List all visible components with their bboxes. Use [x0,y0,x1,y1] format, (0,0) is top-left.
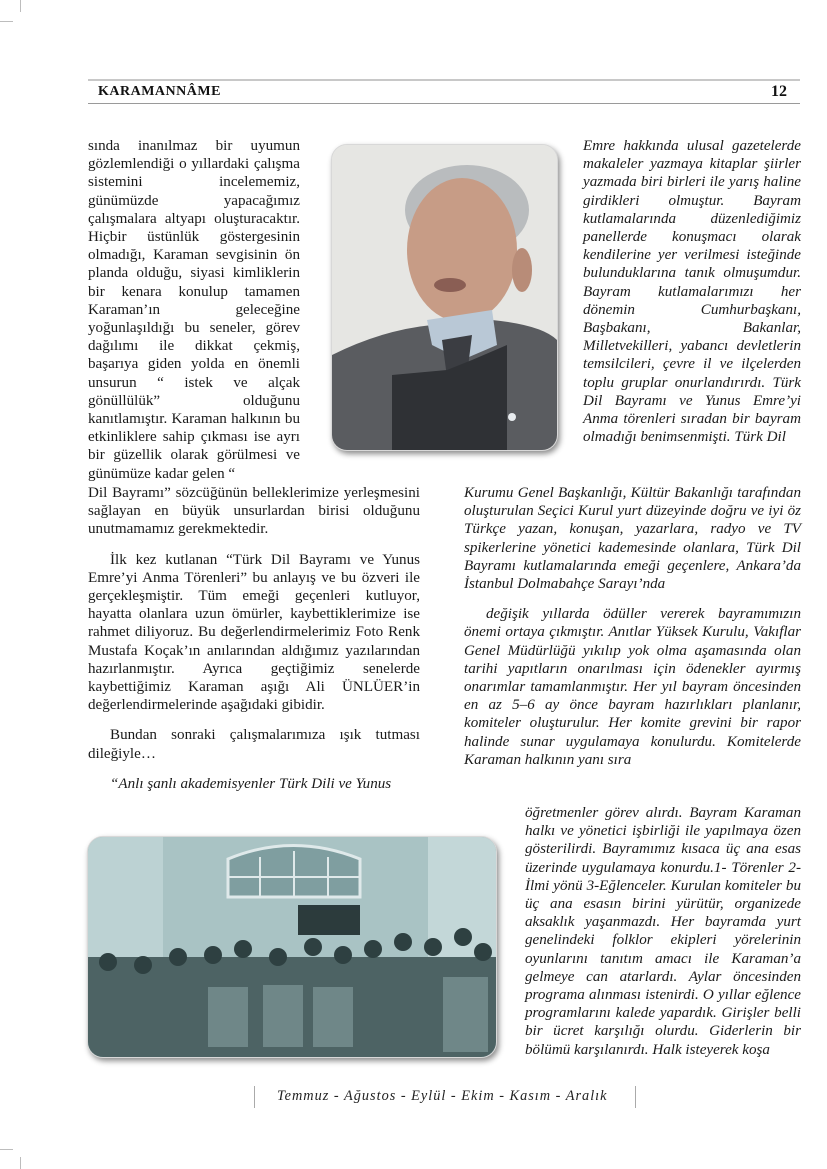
crop-mark [0,1149,13,1150]
right-column-bottom [525,804,801,1059]
portrait-image-icon [332,145,557,450]
body-paragraph: Emre hakkında ulusal gazetelerde makaleler yazmaya kitaplar şiirler yazmada biri birleri ile yarış haline girdikleri olmuştur. Bayram kutlamalarında düzenlediğimiz panellerde konuşmacı olarak kendilerine yer verilmesi isteğinde bulunduklarına tanık olmuşumdur. Bayram kutlamalarımızı her dönemin Cumhurbaşkanı, Başbakanı, Bakanlar, Milletvekilleri, yabancı devletlerin temsilcileri, çevre il ve ilçelerden toplu gruplar onurlandırırdı. Türk Dil Bayramı ve Yunus Emre’yi Anma törenleri sıradan bir bayram olmadığı benimsenmişti. Türk Dil [583,138,801,446]
body-paragraph: değişik yıllarda ödüller vererek bayramımızın önemi ortaya çıkmıştır. Anıtlar Yüksek Kurulu, Vakıflar Genel Müdürlüğü yıkılıp yok olma aşamasında olan tarihi yapıtların onarılması için ödenekler ayırmış onarımlar tamamlanmıştır. Her yıl bayram öncesinden en az 5–6 ay önce bayram hazırlıkları planlanır, komiteler oluşturulur. Her komite grevini bir rapor halinde sunar uygulamaya konulurdu. Komitelerde Karaman halkının yanı sıra [464,606,801,768]
group-photo [87,836,497,1058]
body-paragraph: Dil Bayramı” sözcüğünün belleklerimize yerleşmesini sağlayan en büyük unsurlardan birisi olduğunu unutmamamız gerekmektedir. [88,485,420,538]
footer-months: Temmuz - Ağustos - Eylül - Ekim - Kasım - Aralık [277,1088,608,1104]
header-rule-top [88,79,800,81]
running-title: KARAMANNÂME [98,84,221,99]
portrait-photo [331,144,558,451]
body-paragraph: Bundan sonraki çalışmalarımıza ışık tutması dileğiyle… [88,727,420,762]
crop-mark [0,21,13,22]
crop-mark [20,0,21,12]
header-rule-bottom [88,103,800,104]
body-paragraph: İlk kez kutlanan “Türk Dil Bayramı ve Yunus Emre’yi Anma Törenleri” bu anlayış ve bu özveri ile gerçekleşmiştir. Tüm emeği geçenleri kutluyor, hayatta olanlara uzun ömürler, kaybettiklerimize ise rahmet diliyoruz. Bu değerlendirmelerimiz Foto Renk Mustafa Koçak’ın anılarından aldığımız yazılarından hazırlanmıştır. Ayrıca geçtiğimiz senelerde kaybettiğimiz Karaman aşığı Ali ÜNLÜER’in değerlendirmelerinde aşağıdaki gibidir. [88,551,420,714]
right-column-middle [464,484,801,769]
body-paragraph: Kurumu Genel Başkanlığı, Kültür Bakanlığı tarafından oluşturulan Seçici Kurul yurt düzeyinde doğru ve iyi öz Türkçe yazan, konuşan, yazarlara, radyo ve TV spikerlerine yönetici kademesinde olanlara, Türk Dil Bayramı kutlamalarında emeği geçenlere, Ankara’da İstanbul Dolmabahçe Sarayı’nda [464,485,801,593]
footer-rule-left [254,1086,255,1108]
page-number: 12 [771,83,787,100]
quote-paragraph: “Anlı şanlı akademisyenler Türk Dili ve Yunus [110,775,392,792]
left-column-bottom [88,484,420,793]
body-paragraph: öğretmenler görev alırdı. Bayram Karaman halkı ve yönetici işbirliği ile yapılmaya özen gösterilirdi. Bayramımız kısaca üç ana esas üzerinde uygulamaya konurdu.1- Törenler 2- İlmi yönü 3-Eğlenceler. Kurulan komiteler bu üç ana esasın birini yürütür, organizede aksaklık yaşanmazdı. Her bayramda yurt genelindeki folklor ekipleri yörelerinin oyunlarını tanıtım amacı ile Karaman’a gelmeye can atarlardı. Aylar öncesinden programa alınması istenirdi. O yıllar eğlence programlarını kalede yapardık. Girişler belli bir ücret karşılığı olurdu. Giderlerin bir bölümü karşılanırdı. Halk isteyerek koşa [525,805,801,1058]
crop-mark [20,1157,21,1169]
right-column-top [583,137,801,446]
body-paragraph: sında inanılmaz bir uyumun gözlemlendiği o yıllardaki çalışma sistemini incelememiz, günümüzde yapacağımız çalışmalara altyapı oluşturacaktır. Hiçbir üstünlük göstergesinin olmadığı, Karaman sevgisinin ön planda olduğu, siyasi kimliklerin bir kenara konulup tamamen Karaman’ın geleceğine yoğunlaşıldığı bu seneler, görev dağılımı ile dikkat çekmiş, başarıya giden yolda en önemli unsurun “ istek ve alçak gönüllülük” olduğunu kanıtlamıştır. Karaman halkının bu etkinliklere sahip çıkması ise ayrı bir güzellik olarak görülmesi ve günümüze kadar gelen “ [88,138,300,482]
group-image-icon [88,837,496,1057]
left-column-top [88,137,300,483]
footer-rule-right [635,1086,636,1108]
